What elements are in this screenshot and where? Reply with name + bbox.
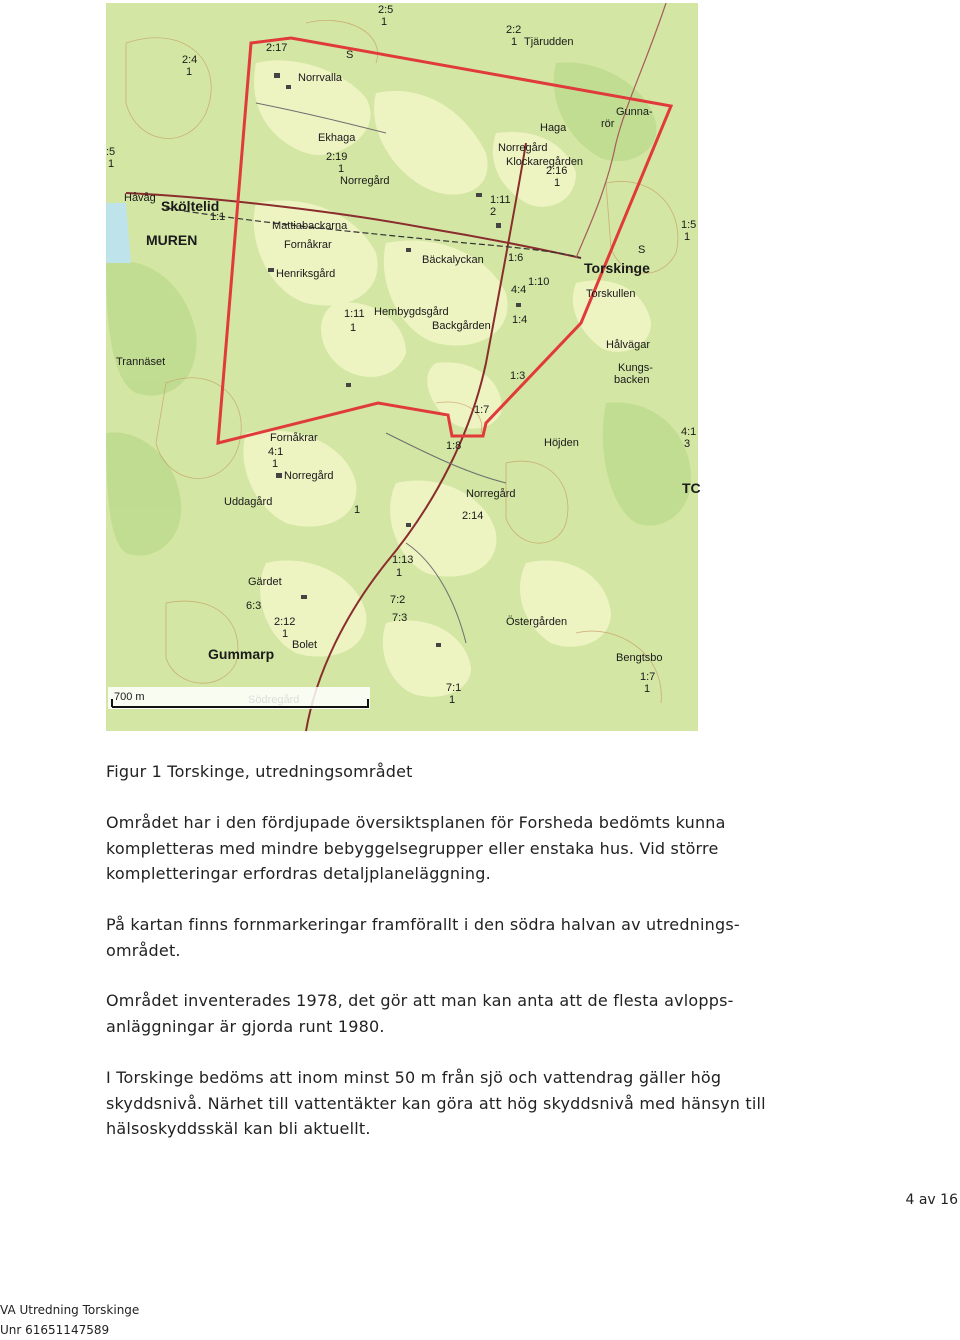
map-label: Ekhaga xyxy=(318,132,356,144)
map-label: Henriksgård xyxy=(276,268,336,280)
paragraph-line: hälsoskyddsskäl kan bli aktuellt. xyxy=(106,1119,371,1139)
map-label: Norrvalla xyxy=(298,72,343,84)
map-label: Backgården xyxy=(432,320,491,332)
map-label: 1 xyxy=(282,628,289,640)
map-label: 1:8 xyxy=(446,440,462,452)
map-label: S xyxy=(346,49,354,61)
map-label: 1:6 xyxy=(508,252,524,264)
map-label: 2:14 xyxy=(462,510,484,522)
map-label: Gärdet xyxy=(248,576,282,588)
map-label: 1:4 xyxy=(512,314,528,326)
paragraph-line: Området inventerades 1978, det gör att man kan anta att de flesta avlopps- xyxy=(106,991,734,1010)
paragraph-line: anläggningar är gjorda runt 1980. xyxy=(106,1016,385,1036)
map-label: 1:5 xyxy=(681,219,697,231)
map-label: TC xyxy=(682,480,701,496)
map-label: 1 xyxy=(186,66,193,78)
map-label: 1:7 xyxy=(474,404,490,416)
map-label: Norregård xyxy=(498,142,548,154)
footer-number: Unr 61651147589 xyxy=(0,1323,110,1337)
map-label: 1:1 xyxy=(210,211,226,223)
map-label: Kungs- xyxy=(618,362,653,374)
map-label: Sköltelid xyxy=(161,198,220,214)
map-label: 1:10 xyxy=(528,276,550,288)
map-label: 2:2 xyxy=(506,24,522,36)
page-number: 4 av 16 xyxy=(905,1192,958,1208)
map-label: Hålvägar xyxy=(606,339,651,351)
map-label: Tjärudden xyxy=(524,36,574,48)
map-label: 4:4 xyxy=(511,284,527,296)
paragraph-line: kompletteras med mindre bebyggelsegrupper eller enstaka hus. Vid större xyxy=(106,838,719,858)
map-label: 2:16 xyxy=(546,165,568,177)
map-label: Håvåg xyxy=(124,192,156,204)
map-label: 1 xyxy=(354,504,361,516)
map-label: Höjden xyxy=(544,437,579,449)
map-label: Gummarp xyxy=(208,646,275,662)
map-label: Bolet xyxy=(292,639,318,651)
map-label: Bäckalyckan xyxy=(422,254,484,266)
map-label: 7:3 xyxy=(392,612,408,624)
paragraph-4 xyxy=(106,1065,806,1142)
map-label: Haga xyxy=(540,122,567,134)
map-label: Torskinge xyxy=(584,260,650,276)
map-label: 1 xyxy=(449,694,456,706)
map-label: 1 xyxy=(684,231,691,243)
map-label: 2:12 xyxy=(274,616,296,628)
map-label: Östergården xyxy=(506,616,568,628)
map-label: Fornåkrar xyxy=(270,432,318,444)
map-label: Hembygdsgård xyxy=(374,306,449,318)
map-label: 1 xyxy=(350,322,357,334)
map-label: Torskullen xyxy=(586,288,636,300)
map-label: 1:11 xyxy=(490,194,511,206)
map-label: Bengtsbo xyxy=(616,652,663,664)
map-label: 2:19 xyxy=(326,151,348,163)
map-label: 1 xyxy=(554,177,561,189)
map-label: 2:17 xyxy=(266,42,288,54)
map-label: :5 xyxy=(106,146,116,158)
footer xyxy=(0,1300,139,1340)
map-label: 1:11 xyxy=(344,308,365,320)
map-label: Gunna- xyxy=(616,106,653,118)
scale-label: 700 m xyxy=(114,691,145,703)
paragraph-line: På kartan finns fornmarkeringar framförallt i den södra halvan av utrednings- xyxy=(106,915,740,934)
paragraph-line: Området har i den fördjupade översiktsplanen för Forsheda bedömts kunna xyxy=(106,813,726,832)
paragraph-line: skyddsnivå. Närhet till vattentäkter kan göra att hög skyddsnivå med hänsyn till xyxy=(106,1093,766,1113)
map-label: 7:1 xyxy=(446,682,462,694)
topographic-map xyxy=(106,3,701,731)
map-label: 1 xyxy=(396,567,403,579)
map-label: rör xyxy=(601,118,615,130)
map-label: 2:4 xyxy=(182,54,198,66)
figure-caption xyxy=(106,759,806,785)
map-label: Fornåkrar xyxy=(284,239,332,251)
paragraph-line: området. xyxy=(106,940,181,960)
map-label: S xyxy=(638,244,646,256)
paragraph-line: kompletteringar erfordras detaljplaneläggning. xyxy=(106,864,491,884)
map-label: Klockaregården xyxy=(506,156,584,168)
map-label: 1 xyxy=(644,683,651,695)
map-label: 1 xyxy=(338,163,345,175)
map-label: 7:2 xyxy=(390,594,406,606)
map-label: 3 xyxy=(684,438,691,450)
map-label: 1:7 xyxy=(640,671,656,683)
map-label: 2 xyxy=(490,206,497,218)
map-label: MUREN xyxy=(146,232,198,248)
caption-text: Figur 1 Torskinge, utredningsområdet xyxy=(106,762,413,781)
map-label: Norregård xyxy=(340,175,390,187)
map-label: 1:13 xyxy=(392,554,414,566)
map-label: 1 xyxy=(381,16,388,28)
map-label: Uddagård xyxy=(224,496,273,508)
map-label: Mattiabackarna xyxy=(272,220,348,232)
scale-bar xyxy=(108,687,370,709)
map-label: Norregård xyxy=(466,488,516,500)
paragraph-2 xyxy=(106,912,806,963)
map-label: Trannäset xyxy=(116,356,166,368)
paragraph-1 xyxy=(106,810,806,887)
map-label: 2:5 xyxy=(378,4,394,16)
map-label: 1:3 xyxy=(510,370,526,382)
map-label: 4:1 xyxy=(268,446,284,458)
footer-title: VA Utredning Torskinge xyxy=(0,1303,140,1317)
map-label: 4:1 xyxy=(681,426,697,438)
map-figure xyxy=(106,3,701,731)
map-label: 1 xyxy=(272,458,279,470)
map-label: Norregård xyxy=(284,470,334,482)
paragraph-line: I Torskinge bedöms att inom minst 50 m från sjö och vattendrag gäller hög xyxy=(106,1068,722,1087)
map-label: 6:3 xyxy=(246,600,262,612)
map-label: 1 xyxy=(108,158,115,170)
paragraph-3 xyxy=(106,988,806,1039)
map-label: 1 xyxy=(511,36,518,48)
map-label: backen xyxy=(614,374,650,386)
